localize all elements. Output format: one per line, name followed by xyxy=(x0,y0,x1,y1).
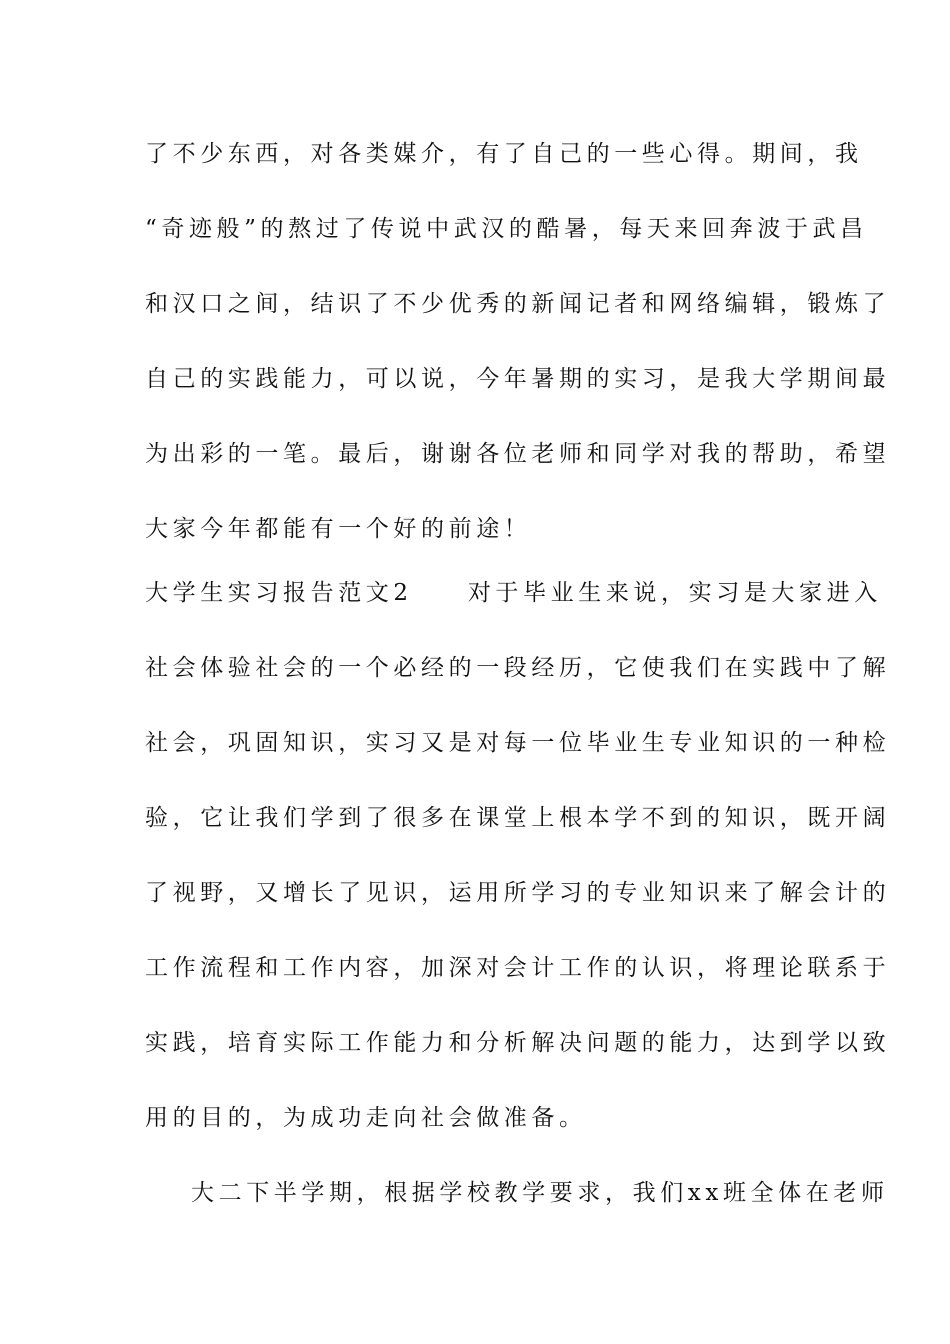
text-line: 为出彩的一笔。最后，谢谢各位老师和同学对我的帮助，希望 xyxy=(145,441,891,467)
text-line: 了视野，又增长了见识，运用所学习的专业知识来了解会计的 xyxy=(145,880,891,906)
text-line: 社会体验社会的一个必经的一段经历，它使我们在实践中了解 xyxy=(145,655,891,681)
text-line: 了不少东西，对各类媒介，有了自己的一些心得。期间，我 xyxy=(145,141,863,167)
text-line: 用的目的，为成功走向社会做准备。 xyxy=(145,1105,587,1131)
text-line: 验，它让我们学到了很多在课堂上根本学不到的知识，既开阔 xyxy=(145,805,891,831)
text-line: 实践，培育实际工作能力和分析解决问题的能力，达到学以致 xyxy=(145,1030,891,1056)
document-body xyxy=(145,126,891,1240)
text-line: 大家今年都能有一个好的前途！ xyxy=(145,516,532,542)
paragraph-first-line: 大二下半学期，根据学校教学要求，我们xx班全体在老师 xyxy=(191,1180,889,1206)
section-heading-line: 大学生实习报告范文2 对于毕业生来说，实习是大家进入 xyxy=(145,580,882,606)
text-line: 工作流程和工作内容，加深对会计工作的认识，将理论联系于 xyxy=(145,955,891,981)
text-line: “奇迹般”的熬过了传说中武汉的酷暑，每天来回奔波于武昌 xyxy=(145,216,868,242)
text-line: 自己的实践能力，可以说，今年暑期的实习，是我大学期间最 xyxy=(145,366,891,392)
text-line: 和汉口之间，结识了不少优秀的新闻记者和网络编辑，锻炼了 xyxy=(145,291,891,317)
text-line: 社会，巩固知识，实习又是对每一位毕业生专业知识的一种检 xyxy=(145,730,891,756)
